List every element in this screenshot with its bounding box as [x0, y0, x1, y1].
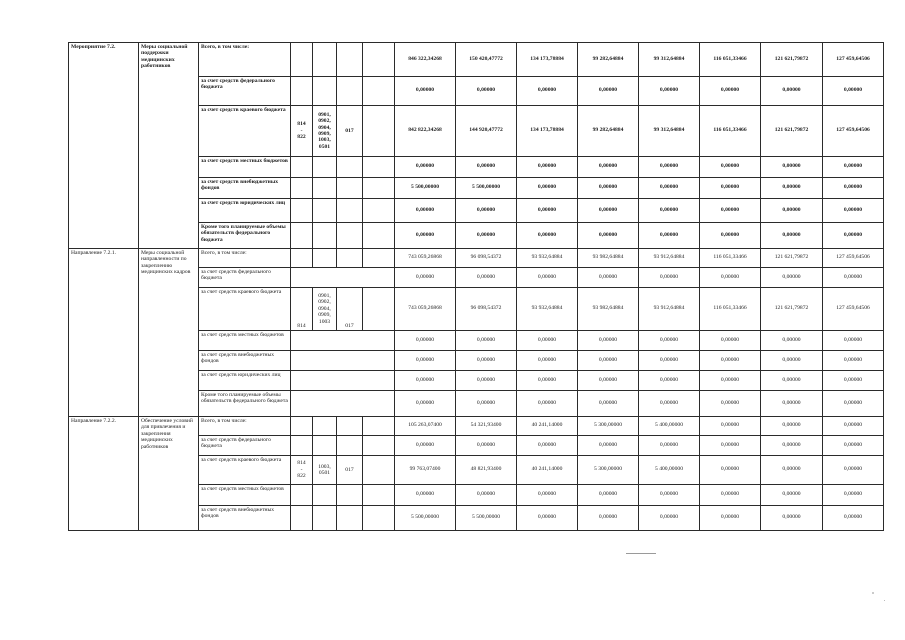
amount-cell: 93 932,64884: [517, 249, 578, 268]
amount-cell: 0,00000: [639, 506, 700, 531]
amount-cell: 0,00000: [823, 77, 884, 106]
amount-cell: 127 459,64506: [823, 249, 884, 268]
amount-cell: 0,00000: [517, 157, 578, 178]
code-cell: [363, 178, 395, 199]
amount-cell: 0,00000: [517, 77, 578, 106]
amount-cell: 0,00000: [823, 485, 884, 506]
amount-cell: 743 059,26868: [395, 249, 456, 268]
amount-cell: 0,00000: [578, 485, 639, 506]
amount-cell: 0,00000: [456, 268, 517, 288]
amount-cell: 0,00000: [517, 371, 578, 391]
amount-cell: 0,00000: [761, 371, 823, 391]
amount-cell: 0,00000: [639, 351, 700, 371]
funding-source: за счет средств краевого бюджета: [199, 456, 291, 485]
amount-cell: 842 822,34268: [395, 106, 456, 157]
amount-cell: 96 098,54372: [456, 288, 517, 331]
amount-cell: 0,00000: [517, 391, 578, 417]
amount-cell: 5 500,00000: [395, 178, 456, 199]
amount-cell: 5 300,00000: [578, 417, 639, 436]
code-cell: [363, 199, 395, 223]
amount-cell: 0,00000: [761, 77, 823, 106]
amount-cell: 0,00000: [761, 199, 823, 223]
amount-cell: 0,00000: [761, 485, 823, 506]
code-cell: [291, 223, 313, 249]
amount-cell: 0,00000: [639, 157, 700, 178]
amount-cell: 846 322,34268: [395, 43, 456, 77]
amount-cell: 0,00000: [639, 331, 700, 351]
code-cell: [313, 199, 337, 223]
amount-cell: 0,00000: [700, 157, 761, 178]
amount-cell: 743 059,26868: [395, 288, 456, 331]
amount-cell: 0,00000: [578, 157, 639, 178]
code-cell: [313, 249, 337, 268]
amount-cell: 5 400,00000: [639, 456, 700, 485]
amount-cell: 0,00000: [700, 436, 761, 456]
amount-cell: 0,00000: [517, 199, 578, 223]
amount-cell: 116 051,33466: [700, 288, 761, 331]
amount-cell: 93 912,64884: [639, 288, 700, 331]
amount-cell: 0,00000: [823, 268, 884, 288]
amount-cell: 0,00000: [823, 456, 884, 485]
budget-table: [68, 42, 884, 531]
code-cell: [313, 485, 337, 506]
amount-cell: 0,00000: [395, 371, 456, 391]
scan-mark: [626, 553, 656, 554]
amount-cell: 0,00000: [517, 268, 578, 288]
amount-cell: 5 500,00000: [395, 506, 456, 531]
amount-cell: 0,00000: [578, 436, 639, 456]
code-cell: [313, 178, 337, 199]
table-row: [69, 417, 884, 436]
amount-cell: 0,00000: [639, 77, 700, 106]
code-cell: [291, 485, 313, 506]
code-cell: [291, 417, 313, 436]
amount-cell: 0,00000: [761, 417, 823, 436]
code-cell: [291, 436, 313, 456]
funding-source: Всего, в том числе:: [199, 249, 291, 268]
code-cell: [313, 43, 337, 77]
scan-speck: [872, 592, 874, 594]
amount-cell: 0,00000: [639, 178, 700, 199]
amount-cell: 0,00000: [700, 417, 761, 436]
code-cs: 017: [337, 456, 363, 485]
code-cell: [313, 506, 337, 531]
code-cell: [363, 43, 395, 77]
code-cell: [291, 43, 313, 77]
amount-cell: 0,00000: [456, 331, 517, 351]
amount-cell: 40 241,14000: [517, 456, 578, 485]
amount-cell: 0,00000: [700, 77, 761, 106]
amount-cell: 0,00000: [823, 506, 884, 531]
funding-source: Кроме того планируемые объемы обязательств федерального бюджета: [199, 391, 291, 417]
amount-cell: 134 173,78884: [517, 43, 578, 77]
amount-cell: 0,00000: [823, 417, 884, 436]
amount-cell: 0,00000: [456, 391, 517, 417]
amount-cell: 0,00000: [639, 485, 700, 506]
funding-source: за счет средств внебюджетных фондов: [199, 178, 291, 199]
code-cell: [363, 223, 395, 249]
amount-cell: 96 098,54372: [456, 249, 517, 268]
amount-cell: 0,00000: [517, 506, 578, 531]
amount-cell: 0,00000: [517, 436, 578, 456]
amount-cell: 0,00000: [395, 331, 456, 351]
amount-cell: 0,00000: [578, 223, 639, 249]
funding-source: за счет средств федерального бюджета: [199, 77, 291, 106]
amount-cell: 0,00000: [761, 157, 823, 178]
amount-cell: 0,00000: [761, 506, 823, 531]
funding-source: за счет средств местных бюджетов: [199, 485, 291, 506]
funding-source: за счет средств краевого бюджета: [199, 106, 291, 157]
code-cell: [313, 77, 337, 106]
section-name: Меры социальной направленности по закреплению медицинских кадров: [139, 249, 199, 417]
amount-cell: 99 282,64884: [578, 43, 639, 77]
amount-cell: 0,00000: [700, 223, 761, 249]
amount-cell: 54 321,93400: [456, 417, 517, 436]
code-cell: [291, 391, 395, 417]
amount-cell: 99 763,07400: [395, 456, 456, 485]
amount-cell: 0,00000: [700, 485, 761, 506]
code-cell: [363, 485, 395, 506]
amount-cell: 0,00000: [761, 268, 823, 288]
code-cell: [363, 506, 395, 531]
scan-speck: [884, 600, 885, 601]
amount-cell: 0,00000: [456, 351, 517, 371]
amount-cell: 0,00000: [395, 268, 456, 288]
amount-cell: 0,00000: [517, 223, 578, 249]
amount-cell: 0,00000: [456, 199, 517, 223]
amount-cell: 121 621,79872: [761, 43, 823, 77]
code-cell: [337, 77, 363, 106]
amount-cell: 99 312,64884: [639, 43, 700, 77]
amount-cell: 0,00000: [700, 268, 761, 288]
amount-cell: 0,00000: [578, 331, 639, 351]
code-cell: [337, 157, 363, 178]
amount-cell: 0,00000: [517, 178, 578, 199]
amount-cell: 0,00000: [456, 223, 517, 249]
code-cell: [291, 331, 395, 351]
amount-cell: 0,00000: [700, 456, 761, 485]
code-cs: 017: [337, 288, 363, 331]
amount-cell: 93 932,64884: [517, 288, 578, 331]
code-grbs: 814: [291, 288, 313, 331]
code-vr: [363, 288, 395, 331]
amount-cell: 93 982,64884: [578, 249, 639, 268]
amount-cell: 0,00000: [578, 199, 639, 223]
amount-cell: 144 920,47772: [456, 106, 517, 157]
amount-cell: 0,00000: [761, 223, 823, 249]
code-grbs: 814 - 822: [291, 456, 313, 485]
amount-cell: 0,00000: [823, 371, 884, 391]
section-label: Мероприятие 7.2.: [69, 43, 139, 249]
amount-cell: 0,00000: [700, 199, 761, 223]
code-cell: [337, 199, 363, 223]
amount-cell: 0,00000: [639, 223, 700, 249]
funding-source: за счет средств краевого бюджета: [199, 288, 291, 331]
amount-cell: 0,00000: [823, 391, 884, 417]
amount-cell: 0,00000: [639, 268, 700, 288]
funding-source: за счет средств юридических лиц: [199, 199, 291, 223]
amount-cell: 121 621,79872: [761, 249, 823, 268]
funding-source: за счет средств федерального бюджета: [199, 268, 291, 288]
amount-cell: 150 420,47772: [456, 43, 517, 77]
amount-cell: 0,00000: [823, 223, 884, 249]
amount-cell: 5 500,00000: [456, 506, 517, 531]
amount-cell: 99 282,64884: [578, 106, 639, 157]
section-label: Направление 7.2.2.: [69, 417, 139, 531]
amount-cell: 0,00000: [578, 351, 639, 371]
amount-cell: 0,00000: [517, 485, 578, 506]
code-rzpr: 0901, 0902, 0904, 0909, 1003: [313, 288, 337, 331]
code-cell: [291, 178, 313, 199]
amount-cell: 116 051,33466: [700, 249, 761, 268]
amount-cell: 0,00000: [823, 351, 884, 371]
amount-cell: 0,00000: [823, 199, 884, 223]
funding-source: за счет средств внебюджетных фондов: [199, 506, 291, 531]
code-cell: [313, 436, 337, 456]
amount-cell: 0,00000: [578, 391, 639, 417]
amount-cell: 40 241,14000: [517, 417, 578, 436]
code-cell: [363, 157, 395, 178]
amount-cell: 5 500,00000: [456, 178, 517, 199]
amount-cell: 0,00000: [395, 436, 456, 456]
amount-cell: 0,00000: [578, 268, 639, 288]
amount-cell: 116 051,33466: [700, 43, 761, 77]
amount-cell: 0,00000: [578, 506, 639, 531]
amount-cell: 0,00000: [578, 178, 639, 199]
code-cell: [313, 157, 337, 178]
amount-cell: 0,00000: [517, 331, 578, 351]
amount-cell: 5 300,00000: [578, 456, 639, 485]
amount-cell: 121 621,79872: [761, 106, 823, 157]
code-cell: [363, 249, 395, 268]
amount-cell: 0,00000: [395, 157, 456, 178]
code-cell: [313, 223, 337, 249]
code-cell: [337, 43, 363, 77]
code-cell: [313, 417, 337, 436]
funding-source: за счет средств местных бюджетов: [199, 331, 291, 351]
code-cell: [291, 77, 313, 106]
amount-cell: 0,00000: [578, 371, 639, 391]
amount-cell: 127 459,64506: [823, 288, 884, 331]
code-cell: [337, 485, 363, 506]
amount-cell: 0,00000: [823, 157, 884, 178]
amount-cell: 134 173,78884: [517, 106, 578, 157]
amount-cell: 0,00000: [456, 436, 517, 456]
amount-cell: 0,00000: [395, 77, 456, 106]
amount-cell: 0,00000: [700, 506, 761, 531]
funding-source: Всего, в том числе:: [199, 43, 291, 77]
section-name: Меры социальной поддержки медицинских работников: [139, 43, 199, 249]
code-rzpr: 0901, 0902, 0904, 0909, 1003, 0501: [313, 106, 337, 157]
amount-cell: 0,00000: [395, 485, 456, 506]
amount-cell: 0,00000: [639, 199, 700, 223]
amount-cell: 0,00000: [456, 485, 517, 506]
amount-cell: 0,00000: [823, 436, 884, 456]
code-cell: [363, 417, 395, 436]
code-cell: [337, 249, 363, 268]
code-cell: [291, 268, 395, 288]
amount-cell: 0,00000: [395, 351, 456, 371]
funding-source: за счет средств юридических лиц: [199, 371, 291, 391]
amount-cell: 121 621,79872: [761, 288, 823, 331]
amount-cell: 0,00000: [456, 77, 517, 106]
amount-cell: 0,00000: [639, 436, 700, 456]
section-label: Направление 7.2.1.: [69, 249, 139, 417]
code-vr: [363, 456, 395, 485]
amount-cell: 0,00000: [700, 178, 761, 199]
code-rzpr: 1003, 0501: [313, 456, 337, 485]
amount-cell: 93 982,64884: [578, 288, 639, 331]
amount-cell: 5 400,00000: [639, 417, 700, 436]
code-cell: [337, 223, 363, 249]
amount-cell: 0,00000: [517, 351, 578, 371]
amount-cell: 105 263,07400: [395, 417, 456, 436]
code-cell: [337, 506, 363, 531]
amount-cell: 0,00000: [578, 77, 639, 106]
code-cell: [291, 371, 395, 391]
code-grbs: 814 - 822: [291, 106, 313, 157]
code-cell: [291, 157, 313, 178]
amount-cell: 0,00000: [700, 351, 761, 371]
funding-source: за счет средств федерального бюджета: [199, 436, 291, 456]
amount-cell: 127 459,64506: [823, 43, 884, 77]
code-cell: [337, 178, 363, 199]
code-cell: [291, 506, 313, 531]
code-cell: [337, 436, 363, 456]
funding-source: за счет средств местных бюджетов: [199, 157, 291, 178]
table-row: [69, 43, 884, 77]
amount-cell: 0,00000: [823, 178, 884, 199]
table-row: [69, 249, 884, 268]
amount-cell: 93 912,64884: [639, 249, 700, 268]
amount-cell: 0,00000: [761, 456, 823, 485]
funding-source: Кроме того планируемые объемы обязательств федерального бюджета: [199, 223, 291, 249]
amount-cell: 0,00000: [700, 371, 761, 391]
amount-cell: 48 821,93400: [456, 456, 517, 485]
amount-cell: 116 051,33466: [700, 106, 761, 157]
code-cs: 017: [337, 106, 363, 157]
amount-cell: 0,00000: [395, 391, 456, 417]
amount-cell: 127 459,64506: [823, 106, 884, 157]
amount-cell: 0,00000: [761, 331, 823, 351]
amount-cell: 0,00000: [395, 223, 456, 249]
code-cell: [291, 351, 395, 371]
amount-cell: 0,00000: [456, 157, 517, 178]
funding-source: за счет средств внебюджетных фондов: [199, 351, 291, 371]
code-cell: [291, 249, 313, 268]
amount-cell: 0,00000: [761, 351, 823, 371]
section-name: Обеспечение условий для привлечения и закрепления медицинских работников: [139, 417, 199, 531]
code-vr: [363, 106, 395, 157]
amount-cell: 0,00000: [639, 391, 700, 417]
code-cell: [291, 199, 313, 223]
amount-cell: 0,00000: [823, 331, 884, 351]
code-cell: [363, 436, 395, 456]
code-cell: [337, 417, 363, 436]
code-cell: [363, 77, 395, 106]
amount-cell: 0,00000: [456, 371, 517, 391]
amount-cell: 0,00000: [761, 178, 823, 199]
amount-cell: 0,00000: [761, 436, 823, 456]
amount-cell: 0,00000: [761, 391, 823, 417]
amount-cell: 0,00000: [700, 331, 761, 351]
funding-source: Всего, в том числе:: [199, 417, 291, 436]
amount-cell: 0,00000: [700, 391, 761, 417]
amount-cell: 0,00000: [639, 371, 700, 391]
amount-cell: 99 312,64884: [639, 106, 700, 157]
amount-cell: 0,00000: [395, 199, 456, 223]
